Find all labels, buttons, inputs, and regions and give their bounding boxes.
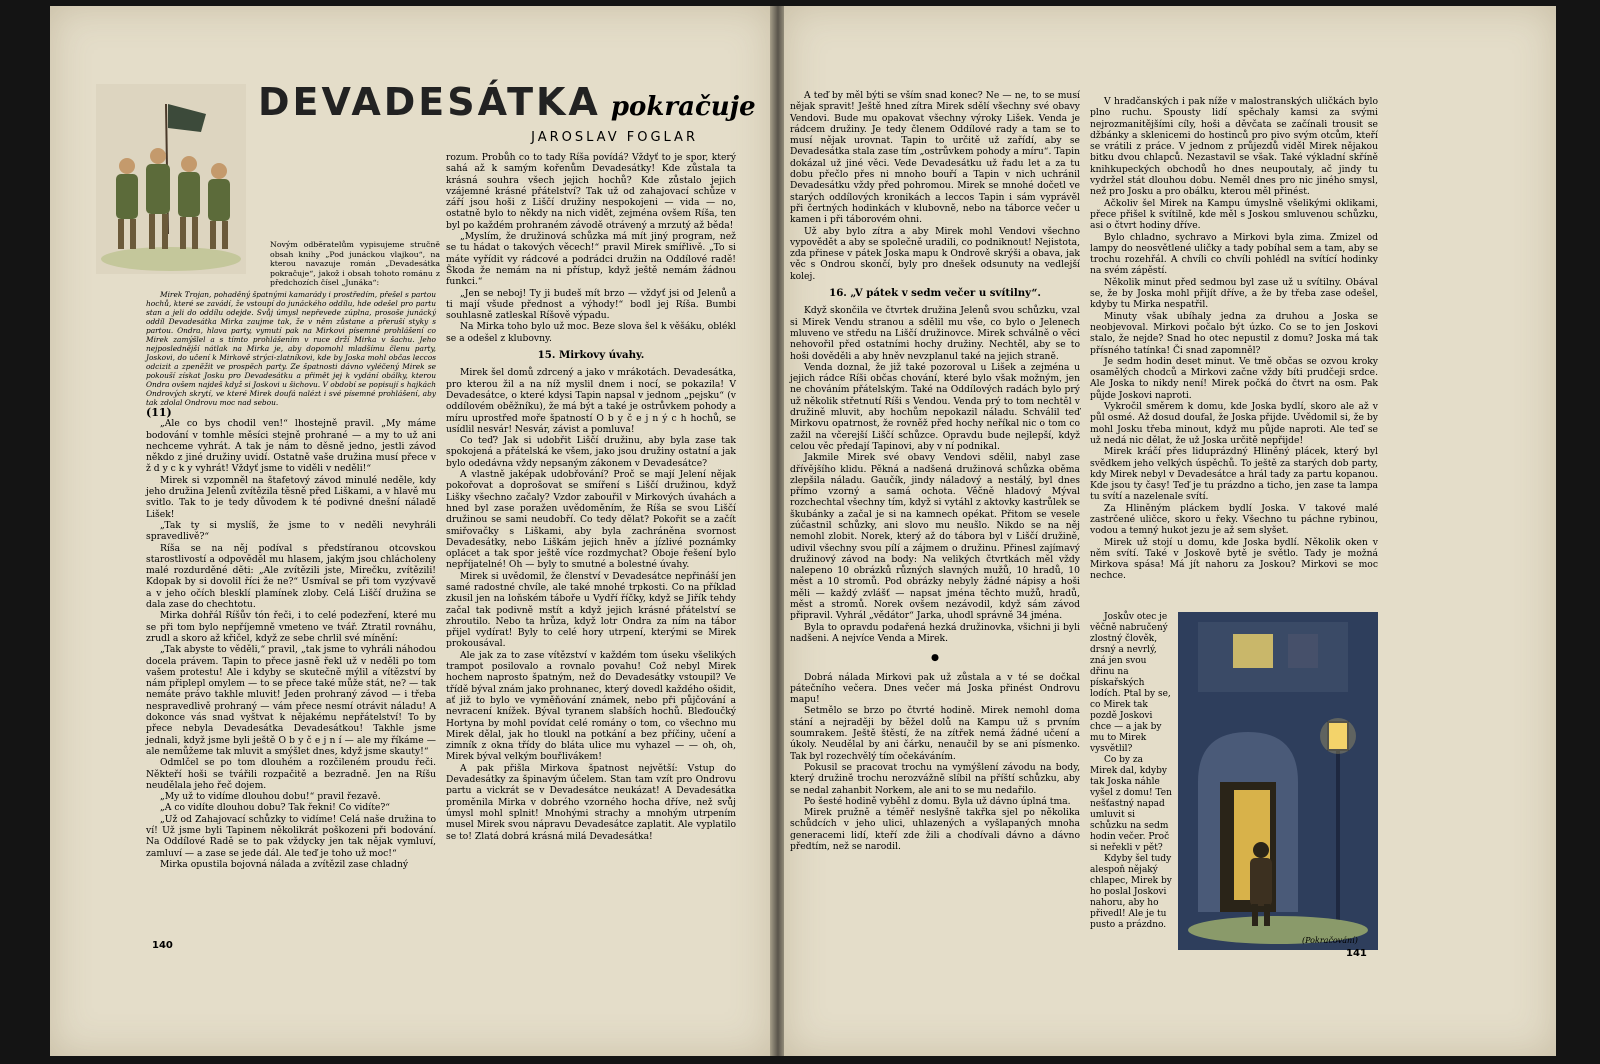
paragraph: Mirek si vzpomněl na štafetový závod minulé neděle, kdy jeho družina Jelenů zvítězila těsně před Liškami, a v hlavě mu svitlo. Tak to je tedy důvodem k té podivné dnešní náladě Lišek! [146, 474, 436, 520]
paragraph: „Tak abyste to věděli,“ pravil, „tak jsme to vyhráli náhodou docela právem. Tapin to přece jasně řekl už v neděli po tom vašem protestu! Ale i kdyby se skutečně mýlil a vítězství by nám připlepl omylem — to se přece také může stát, ne? — tak nemáte právo takhle mluvit! Jeden prohraný závod — i třeba nespravedlivě prohraný — vám přece nesmí otrávit náladu! A dokonce vás snad vyštvat k nějakému nepřátelství! To by přece nebyla Devadesátka Devadesátkou! Takhle jsme jednali, když jsme byli ještě O b y č e j n í — ale my říkáme — ale nemůžeme tak mluvit a smýšlet dnes, když jsme skauty!“ [146, 644, 436, 757]
paragraph: Minuty však ubíhaly jedna za druhou a Joska se neobjevoval. Mirkovi počalo být úzko. Co se to jen Joskovi stalo, že nejde? Snad ho otec nepustil z domu? Joska má tak přísného tatínka! Či snad zapomněl? [1090, 310, 1378, 356]
paragraph: Bylo chladno, sychravo a Mirkovi byla zima. Zmizel od lampy do neosvětlené uličky a tady pobíhal sem a tam, aby se trochu rozehřál. A chvíli co chvíli pohlédl na svítící hodinky na svém zápěstí. [1090, 231, 1378, 277]
chapter-15-heading: 15. Mirkovy úvahy. [537, 349, 645, 362]
paragraph: Ale jak za to zase vítězství v každém tom úseku všelikých trampot posilovalo a rovnalo povahu! Což nebyl Mirek hochem naprosto špatným, než do Devadesátky vstoupil? Ve třídě býval znám jako prohnanec, který dovedl každého ošidit, ať již to bylo ve vyměňování známek, nebo při půjčování a nevracení knížek. Býval tyranem slabších hochů. Bleďoučký Hortyna by mohl povídat celé romány o tom, co všechno mu Mirek dělal, jak ho tloukl na potkání a bez příčiny, učení a zimník z okna třídy do bláta ulice mu vyhazel — — oh, oh, Mirek býval velkým bouřlivákem! [446, 649, 736, 763]
continued-note: (Pokračování) [1302, 936, 1358, 945]
paragraph: „My už to vidíme dlouhou dobu!“ pravil řezavě. [160, 791, 381, 803]
paragraph: Za Hliněným pláckem bydlí Joska. V takové malé zastrčené uličce, skoro u řeky. Všechno tu páchne rybinou, vodou a temný hukot jezu je až sem slyšet. [1090, 502, 1378, 537]
paragraph: Dobrá nálada Mirkovi pak už zůstala a v té se dočkal pátečního večera. Dnes večer má Joska přinést Ondrovu mapu! [790, 671, 1080, 706]
chapter-16-heading: 16. „V pátek v sedm večer u svítilny“. [829, 287, 1041, 300]
paragraph: A vlastně jaképak udobřování? Proč se mají Jelení nějak pokořovat a doprošovat se smíření s Liščí družinou, když Lišky všechno začaly? Vzdor zabouřil v Mirkových úvahách a hned byl zase poražen uvědoměním, že Ríša se svou Liščí družinou se sami neudobří. Co tedy dělat? Pokořit se a začít smiřovačky s Liškami, aby byla zachráněna svornost Devadesátky, nebo Liškám jejich hněv a jízlivé poznámky oplácet a tak spor ještě více rozdmychat? Oboje řešení bylo nepříjatelné! Oh — byly to smutné a bolestné úvahy. [446, 469, 736, 571]
paragraph: Byla to opravdu podařená hezká družinovka, všichni ji byli nadšeni. A nejvíce Venda a Mirek. [790, 621, 1080, 644]
paragraph: Už aby bylo zítra a aby Mirek mohl Vendovi všechno vypovědět a aby se společně uradili, co podniknout! Nejistota, zda přinese v pátek Joska mapu k Ondrově skrýši a obava, jak věc s Ondrou skončí, byly pro dnešek odsunuty na vedlejší kolej. [790, 225, 1080, 282]
paragraph: Vykročil směrem k domu, kde Joska bydlí, skoro ale až v půl osmé. Až dosud doufal, že Joska přijde. Uvědomil si, že by mohl Josku třeba minout, když mu půjde naproti. Ale teď se už nedá nic dělat, že už Joska určitě nepřijde! [1090, 401, 1378, 446]
paragraph: rozum. Probůh co to tady Ríša povídá? Vždyť to je spor, který sahá až k samým kořenům Devadesátky! Kde zůstala ta krásná souhra všech jejich hochů? Kde zůstalo jejich vzájemné krásné přátelství? Tak už od zahajovací schůze v září jsou hoši z Liščí družiny nespokojeni — vida — no, ostatně bylo to někdy na nich vidět, zejména ovšem Ríša, ten byl po každém prohraném závodě otrávený a mrzutý až běda! [446, 152, 736, 231]
paragraph: Jakmile Mirek své obavy Vendovi sdělil, nabyl zase dřívějšího klidu. Pěkná a nadšená družinová schůzka oběma zlepšila náladu. Gaučík, jindy náladový a nestálý, byl dnes přímo vzorný a samá ochota. Věčně hladový Mýval rozchechtal všechny tím, když si vytáhl z aktovky kastrůlek se škubánky a začal je si na kamnech opékat. Přitom se vesele zúčastnil schůzky, ani slovo mu neušlo. Nikdo se na něj nemohl zlobit. Norek, který až do tábora byl v Liščí družině, udivil všechny svou pílí a zájmem o družinu. Přinesl zajímavý družinový závod na body: Na velikých čtvrtkách měl vždy nalepeno 10 obrázků různých slavných mužů, 10 hradů, 10 měst a 10 stromů. Pod obrázky nebyly žádné nápisy a hoši měli — každý zvlášť — napsat jména těchto mužů, hradů, měst a stromů. Norek ovšem nezávodil, když sám závod připravil. Vyhrál „vědátor“ Jarka, uhodl správně 34 jména. [790, 452, 1080, 622]
paragraph: Po šesté hodině vyběhl z domu. Byla už dávno úplná tma. [804, 795, 1071, 807]
paragraph: „Myslím, že družinová schůzka má mít jiný program, než se tu hádat o takových věcech!“ pravil Mirek smířlivě. „To si máte vyřídit vy rádcové a podrádci družin na Oddílové radě! Škoda že nemám na ni přístup, když ještě nemám žádnou funkci.“ [446, 231, 736, 288]
paragraph: A pak přišla Mirkova špatnost největší: Vstup do Devadesátky za špinavým účelem. Stan tam vzít pro Ondrovu partu a vickrát se v Devadesátce neukázat! A Devadesátka proměnila Mirka v dobrého vzorného hocha dříve, než svůj úmysl mohl splnit! Mnohými strachy a mnohým utrpením musel Mirek svou nápravu Devadesátce zaplatit. Ale vyplatilo se to! Zlatá dobrá krásná milá Devadesátka! [446, 762, 736, 842]
paragraph: Mirek už stojí u domu, kde Joska bydlí. Několik oken v něm svítí. Také v Joskově bytě je světlo. Tady je možná Mirkova spása! Má jít nahoru za Joskou? Mirkovi se moc nechce. [1090, 536, 1378, 582]
right-column-1 [790, 90, 1080, 852]
paragraph: „A co vidíte dlouhou dobu? Tak řekni! Co vidíte?“ [160, 802, 390, 814]
article-title: DEVADESÁTKA [258, 80, 601, 124]
paragraph: Joskův otec je věčně nabručený zlostný člověk, drsný a nevrlý, zná jen svou dřinu na pískařských lodích. Ptal by se, co Mirek tak pozdě Joskovi chce — a jak by mu to Mirek vysvětlil? [1090, 612, 1171, 754]
paragraph: Na Mirka toho bylo už moc. Beze slova šel k věšáku, oblékl se a odešel z klubovny. [446, 321, 736, 344]
right-narrow-column [1090, 612, 1172, 931]
article-header [258, 80, 756, 145]
paragraph: Mirka dohřál Ríšův tón řeči, i to celé podezření, které mu se při tom bylo nepříjemně vmeteno ve tvář. Ztratil rovnáhu, zrudl a skoro až křičel, když ze sebe chrlil své mínění: [146, 610, 436, 644]
paragraph: Kdyby šel tudy alespoň nějaký chlapec, Mirek by ho poslal Joskovi nahoru, aby ho přivedl! Ale je tu pusto a prázdno. [1090, 854, 1172, 930]
scouts-flag-illustration [96, 84, 246, 274]
paragraph: Je sedm hodin deset minut. Ve tmě občas se ozvou kroky osamělých chodců a Mirkovi začne vždy bíti prudčeji srdce. Ale Joska to nikdy není! Mirek počká do čtvrt na osm. Pak půjde Joskovi naproti. [1090, 355, 1378, 401]
paragraph: A teď by měl býti se vším snad konec? Ne — ne, to se musí nějak spravit! Ještě hned zítra Mirek sdělí všechny své obavy Vendovi. Bude mu opakovat všechny výroky Lišek. Venda je rádcem družiny. Je tedy členem Oddílové rady a tam se to musí nějak urovnat. Tapin to určitě už zařídí, aby se Devadesátka stala zase tím „ostrůvkem pohody a míru“. Tapin dokázal už jiné věci. Vede Devadesátku už řadu let a za tu dobu přečlo přes ni mnoho bouří a Tapin v nich uchránil Devadesátku vždy před pohromou. Mirek se mnohé dočetl ve starých oddílových kronikách a leccos Tapin i sám vyprávěl při čertných hodinkách v klubovně, nebo na táborce večer u kamen i při táborovém ohni. [790, 90, 1080, 226]
right-column-2 [1090, 96, 1378, 582]
paragraph: Mirek šel domů zdrcený a jako v mrákotách. Devadesátka, pro kterou žil a na níž myslil dnem i nocí, se pokazila! V Devadesátce, o které kdysi Tapin napsal v jednom „pejsku“ (v oddílovém oběžníku), že má být a také je ostrůvkem pohody a míru uprostřed moře špatností O b y č e j n ý c h hochů, se usídlil nesvár! Nesvár, závist a pomluva! [446, 367, 736, 435]
paragraph: Mirek si uvědomil, že členství v Devadesátce nepřináší jen samé radostné chvíle, ale také mnohé trpkosti. Co na příklad zkusil jen na loňském táboře u Vydří říčky, když se Jiřík tehdy začal tak podivně mstít a když jejich krásné přátelství se zhroutilo. Nebo ta hrůza, když lotr Ondra za ním na tábor přijel vydírat! Byly to celé hory utrpení, kterými se Mirek prokousával. [446, 570, 736, 650]
article-author: JAROSLAV FOGLAR [531, 130, 698, 145]
paragraph: Co by za Mirek dal, kdyby tak Joska náhle vyšel z domu! Ten nešťastný napad umluvit si schůzku na sedm hodin večer. Proč si neřekli v pět? [1090, 755, 1172, 853]
paragraph: V hradčanských i pak níže v malostranských uličkách bylo plno ruchu. Spousty lidí spěchaly kamsi za svými nejrozmanitějšími cíly, hoši a děvčata se začínali trousit se džbánky a sklenicemi do hostinců pro pivo svým otcům, kteří se vrátili z práce. V jednom z průjezdů viděl Mirek nějakou bitku dvou chlapců. Nezastavil se však. Také výkladní skříně knihkupeckých obchodů ho dnes neupoutaly, ač jindy tu vydržel stát dlouhou dobu. Neměl dnes pro nic jiného smysl, než pro Josku a pro obálku, kterou měl přinést. [1090, 96, 1378, 198]
left-column-2 [446, 152, 736, 842]
paragraph: „Už od Zahajovací schůzky to vidíme! Celá naše družina to ví! Už jsme byli Tapinem několikrát poškozeni při bodování. Na Oddílové Radě se to pak vždycky jen tak nějak vymluví, zamluví — a zase se jede dál. Ale teď je toho už moc!“ [146, 813, 436, 859]
paragraph: Mirka opustila bojovná nálada a zvítězil zase chladný [160, 858, 409, 870]
paragraph: Setmělo se brzo po čtvrté hodině. Mirek nemohl doma stání a nejraději by běžel dolů na Kampu už s prvním soumrakem. Ještě štěstí, že na zítřek nemá žádné učení a úkoly. Neudělal by ani čárku, nenaučil by se ani písmenko. Tak byl rozechvělý tím očekáváním. [790, 705, 1080, 762]
paragraph: Několik minut před sedmou byl zase už u svítilny. Obával se, že by Joska mohl přijít dříve, a že by třeba zase odešel, kdyby tu Mirka nespatřil. [1090, 276, 1378, 311]
paragraph: Pokusil se pracovat trochu na vymýšlení závodu na body, který družině trochu nerozvážně slíbil na příští schůzku, aby se nedal zahanbit Norkem, ale ani to se mu nedařilo. [790, 761, 1080, 796]
paragraph: Odmlčel se po tom dlouhém a rozčileném proudu řeči. Někteří hoši se tvářili rozpačitě a bezradně. Jen na Ríšu neudělala jeho řeč dojem. [146, 757, 436, 791]
page-number-left: 140 [152, 940, 173, 951]
paragraph: Když skončila ve čtvrtek družina Jelenů svou schůzku, vzal si Mirek Vendu stranou a sdělil mu vše, co bylo o Jelenech mluveno ve středu na Liščí družinovce. Mirek schválně o věci nehovořil před ostatními hochy družiny. Nechtěl, aby se to hoši dověděli a aby hněv nevzplanul také na jejich straně. [790, 305, 1080, 362]
paragraph: „Tak ty si myslíš, že jsme to v neděli nevyhráli spravedlivě?“ [146, 519, 436, 543]
section-break-dot: ● [930, 652, 940, 664]
paragraph: Ríša se na něj podíval s předstíranou otcovskou starostlivostí a odpověděl mu hlasem, jakým jsou chlácholeny malé rozdurděné děti: „Ale zvítězili jste, Mirečku, zvítězili! Kdopak by si dovolil říci že ne?“ Usmíval se při tom vyzývavě a v jeho očích blesklí plamínek zloby. Celá Liščí družina se dala zase do chechtotu. [146, 542, 436, 611]
paragraph: Venda doznal, že již také pozoroval u Lišek a zejména u jejich rádce Ríši občas chování, které bylo však možným, jen ne chováním přátelským. Také na Oddílových radách bylo prý už několik střetnutí Ríši s Vendou. Venda prý to tom nechtěl v družině mluvit, aby hochům nepokazil náladu. Schválil teď Mirkovu opatrnost, že rovněž před hochy neříkal nic o tom co zažil na včerejší Liščí schůzce. Opravdu bude nejlepší, když celou věc předají Tapinovi, aby v ní podnikal. [790, 361, 1080, 452]
paragraph: Mirek kráčí přes liduprázdný Hliněný plácek, který byl svědkem jeho velkých úspěchů. To ještě za starých dob party, kdy Mirek nebyl v Devadesátce a hrál tady za partu kopanou. Kde jsou ty časy! Teď je tu prázdno a ticho, jen zase ta lampa tu svítí a nazelenale svítí. [1090, 446, 1378, 503]
night-street-lamp-illustration [1178, 612, 1378, 950]
left-column-1 [146, 290, 436, 870]
paragraph: Ačkoliv šel Mirek na Kampu úmyslně všelikými oklikami, přece přišel k svítilně, kde měl s Joskou smluvenou schůzku, asi o čtvrt hodiny dříve. [1090, 197, 1378, 232]
intro-summary: Mirek Trojan, pohaděný špatnými kamarády i prostředím, přešel s partou hochů, které se zavádí, že vstoupí do junáckého oddílu, hde odešel pro partu stan a jeli do oddílu odejde. Svůj úmysl nepřevede zúplna, prosoše junácký oddíl Devadesátka Mirka zaujme tak, že v něm zůstane a přeruší styky s partou. Ondra, hlava party, vymutí pak na Mirkovi písemné prohlášení co Mirek zamýšlel a s tímto prohlášením v ruce drží Mirka v šachu. Jeho nejposlednější nátlak na Mirka je, aby dopomohl mladšímu členu party, Joskovi, do učení k Mirkově strýci-zlatníkovi, kde by Joska mohl občas leccos odcizit a zpeněžit ve prospěch party. Ze špatnosti dávno vyléčený Mirek se pokouší získat Josku pro Devadesátku a přimět jej k vydání obálky, kterou Ondra ovšem najdeš když si Joskovi u šichovu. V období se popisují s hajkách Ondrových skrytí, ve které Mirek doufá nalézt i své písemné prohlášení, aby tak zdolal Ondrovu moc nad sebou. [146, 290, 436, 407]
intro-note: Novým odběratelům vypisujeme stručně obsah knihy „Pod junáckou vlajkou“, na kterou navazuje román „Devadesátka pokračuje“, jakož i obsah tohoto románu z předchozích čísel „Junáka“: [270, 240, 440, 288]
paragraph: „Ale co bys chodil ven!“ lhostejně pravil. „My máme bodování v tomhle měsíci stejně prohrané — a my to už ani nechceme vyhrát. A tak je nám to děsně jedno, jestli závod někdo z jiné družiny uvidí. Ostatně vaše družina musí přece v ž d y c k y vyhrát! Vždyť jsme to viděli v neděli!“ [146, 418, 436, 475]
part-number: (11) [146, 406, 172, 419]
page-number-right: 141 [1346, 948, 1367, 959]
article-title-suffix: pokračuje [610, 92, 756, 122]
paragraph: „Jen se neboj! Ty ji budeš mít brzo — vždyť jsi od Jelenů a ti mají všude přednost a výhody!“ bodl jej Ríša. Bumbi souhlasně zatleskal Ríšově výpadu. [446, 287, 736, 322]
paragraph: Co teď? Jak si udobřit Liščí družinu, aby byla zase tak spokojená a přátelská ke všem, jako jsou družiny ostatní a jak bylo odedávna vždy nepsaným zákonem v Devadesátce? [446, 435, 736, 469]
paragraph: Mirek pružně a téměř neslyšně takřka sjel po několika schůdcích v jeho ulici, uhlazených a vyšlapaných mnoha generacemi lidí, kteří zde žili a chodívali dávno a dávno předtím, než se narodil. [790, 807, 1080, 852]
